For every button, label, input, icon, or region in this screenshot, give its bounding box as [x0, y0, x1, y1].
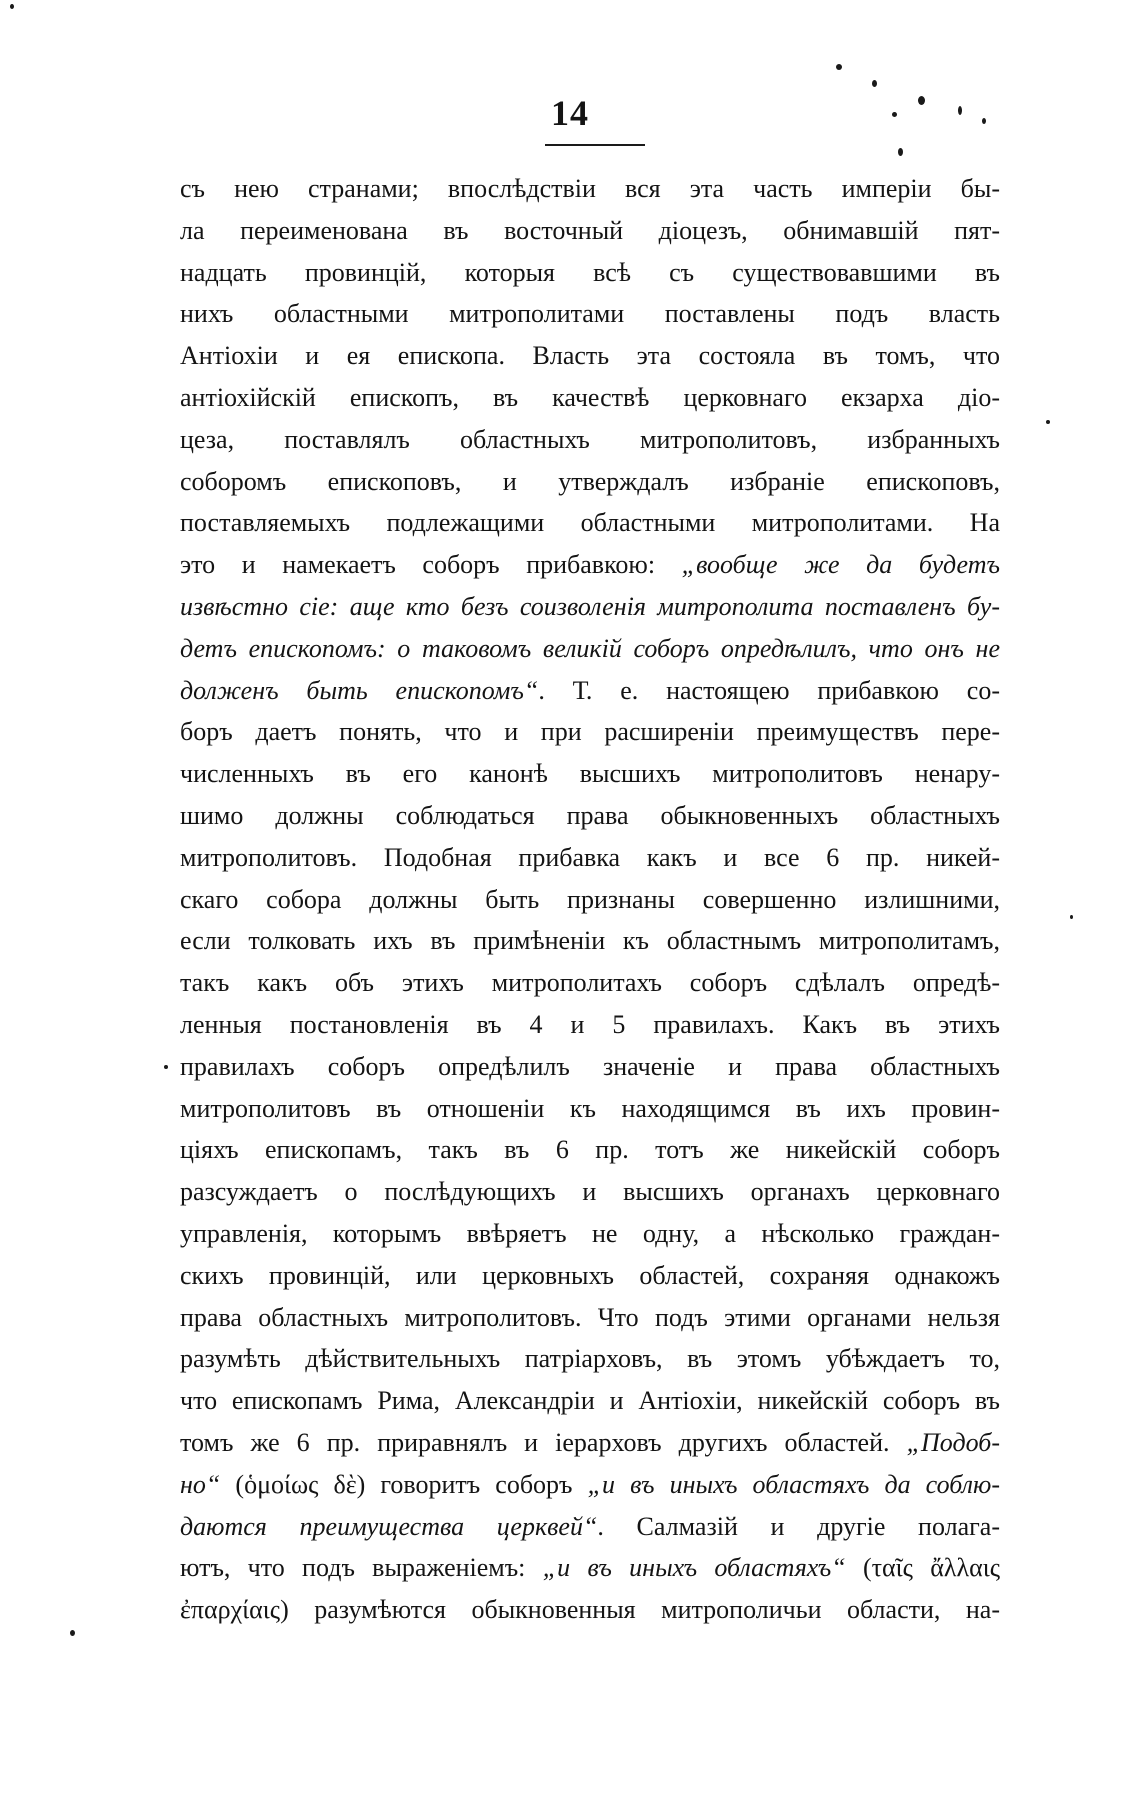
text-line — [180, 544, 1000, 586]
text-run: ціяхъ епископамъ, такъ въ 6 пр. тотъ же никейскій соборъ — [180, 1135, 1000, 1165]
text-run: ленныя постановленія въ 4 и 5 правилахъ. Какъ въ этихъ — [180, 1009, 1000, 1039]
italic-text-run: долженъ быть епископомъ“ — [180, 675, 539, 705]
italic-text-run: „и въ иныхъ областяхъ“ — [542, 1553, 846, 1583]
text-run: соборомъ епископовъ, и утверждалъ избраніе епископовъ, — [180, 466, 1000, 496]
text-line — [180, 377, 1000, 419]
text-line — [180, 1589, 1000, 1631]
ink-speck — [892, 112, 897, 117]
ink-speck — [982, 118, 986, 124]
text-run: такъ какъ объ этихъ митрополитахъ соборъ сдѣлалъ опредѣ- — [180, 968, 1000, 998]
text-run: разсуждаетъ о послѣдующихъ и высшихъ органахъ церковнаго — [180, 1177, 1000, 1207]
italic-text-run: но“ — [180, 1469, 221, 1499]
text-run: ютъ, что подъ выраженіемъ: — [180, 1553, 543, 1583]
ink-speck — [918, 96, 925, 105]
text-line — [180, 293, 1000, 335]
italic-text-run: „вообще же да будетъ — [681, 550, 1000, 580]
ink-speck — [872, 80, 877, 87]
text-run: численныхъ въ его канонѣ высшихъ митрополитовъ ненару- — [180, 759, 1000, 789]
text-run: скаго собора должны быть признаны совершенно излишними, — [180, 884, 1000, 914]
text-run: томъ же 6 пр. приравнялъ и іерарховъ другихъ областей. — [180, 1427, 907, 1457]
text-run: управленія, которымъ ввѣряетъ не одну, а нѣсколько граждан- — [180, 1218, 1000, 1248]
text-line — [180, 1422, 1000, 1464]
text-line — [180, 502, 1000, 544]
text-line — [180, 1088, 1000, 1130]
italic-text-run: детъ епископомъ: о таковомъ великій соборъ опредѣлилъ, что онъ не — [180, 633, 1000, 663]
text-line — [180, 1338, 1000, 1380]
text-line — [180, 1380, 1000, 1422]
text-line — [180, 168, 1000, 210]
text-run: Антіохіи и ея епископа. Власть эта состояла въ томъ, что — [180, 341, 1000, 371]
italic-text-run: извѣстно сіе: аще кто безъ соизволенія митрополита поставленъ бу- — [180, 591, 1000, 621]
text-line — [180, 586, 1000, 628]
text-line — [180, 837, 1000, 879]
text-line — [180, 1171, 1000, 1213]
ink-speck — [1046, 420, 1050, 424]
text-run: (ὁμοίως δὲ) говоритъ соборъ — [220, 1469, 588, 1499]
text-line — [180, 1046, 1000, 1088]
text-run: . Салмазій и другіе полага- — [597, 1511, 1000, 1541]
text-line — [180, 962, 1000, 1004]
body-text — [180, 168, 1000, 1631]
text-line — [180, 1506, 1000, 1548]
text-line — [180, 628, 1000, 670]
text-run: митрополитовъ. Подобная прибавка какъ и все 6 пр. никей- — [180, 842, 1000, 872]
italic-text-run: даются преимущества церквей“ — [180, 1511, 598, 1541]
text-run: права областныхъ митрополитовъ. Что подъ этими органами нельзя — [180, 1302, 1000, 1332]
text-run: . Т. е. настоящею прибавкою со- — [538, 675, 1000, 705]
text-line — [180, 252, 1000, 294]
text-line — [180, 1547, 1000, 1589]
text-run: скихъ провинцій, или церковныхъ областей, сохраняя однакожъ — [180, 1260, 1000, 1290]
ink-speck — [164, 1065, 168, 1069]
ink-speck — [10, 4, 14, 9]
ink-speck — [898, 148, 903, 156]
text-line — [180, 1004, 1000, 1046]
text-line — [180, 670, 1000, 712]
text-run: ла переименована въ восточный діоцезъ, обнимавшій пят- — [180, 215, 1000, 245]
text-line — [180, 795, 1000, 837]
page-number: 14 — [551, 93, 589, 133]
text-run: шимо должны соблюдаться права обыкновенныхъ областныхъ — [180, 800, 1000, 830]
text-line — [180, 920, 1000, 962]
text-line — [180, 1255, 1000, 1297]
text-run: надцать провинцій, которыя всѣ съ существовавшими въ — [180, 257, 1000, 287]
text-run: если толковать ихъ въ примѣненіи къ областнымъ митрополитамъ, — [180, 926, 1000, 956]
text-line — [180, 1213, 1000, 1255]
text-run: боръ даетъ понять, что и при расширеніи преимуществъ пере- — [180, 717, 1000, 747]
text-run: это и намекаетъ соборъ прибавкою: — [180, 550, 682, 580]
ink-speck — [1070, 915, 1073, 919]
text-line — [180, 879, 1000, 921]
text-line — [180, 753, 1000, 795]
text-run: съ нею странами; впослѣдствіи вся эта часть имперіи бы- — [180, 174, 1000, 203]
text-line — [180, 335, 1000, 377]
text-run: митрополитовъ въ отношеніи къ находящимся въ ихъ провин- — [180, 1093, 1000, 1123]
text-line — [180, 1129, 1000, 1171]
text-line — [180, 210, 1000, 252]
text-line — [180, 461, 1000, 503]
text-run: правилахъ соборъ опредѣлилъ значеніе и права областныхъ — [180, 1051, 1000, 1081]
text-run: разумѣть дѣйствительныхъ патріарховъ, въ этомъ убѣждаетъ то, — [180, 1344, 1000, 1374]
text-run: что епископамъ Рима, Александріи и Антіохіи, никейскій соборъ въ — [180, 1386, 1000, 1416]
text-run: антіохійскій епископъ, въ качествѣ церковнаго екзарха діо- — [180, 382, 1000, 412]
text-run: (ταῖς ἄλλαις — [845, 1553, 1000, 1583]
text-run: цеза, поставлялъ областныхъ митрополитовъ, избранныхъ — [180, 424, 1000, 454]
ink-speck — [70, 1630, 75, 1636]
text-run: ἐπαρχίαις) разумѣются обыкновенныя митрополичьи области, на- — [180, 1595, 1000, 1625]
text-line — [180, 711, 1000, 753]
text-run: нихъ областными митрополитами поставлены подъ власть — [180, 299, 1000, 329]
page-number-rule — [545, 144, 645, 146]
ink-speck — [958, 106, 962, 115]
italic-text-run: „и въ иныхъ областяхъ да соблю- — [587, 1469, 1000, 1499]
ink-speck — [836, 64, 842, 70]
text-line — [180, 1297, 1000, 1339]
text-line — [180, 1464, 1000, 1506]
text-run: поставляемыхъ подлежащими областными митрополитами. На — [180, 508, 1000, 538]
italic-text-run: „Подоб- — [906, 1427, 1000, 1457]
text-line — [180, 419, 1000, 461]
